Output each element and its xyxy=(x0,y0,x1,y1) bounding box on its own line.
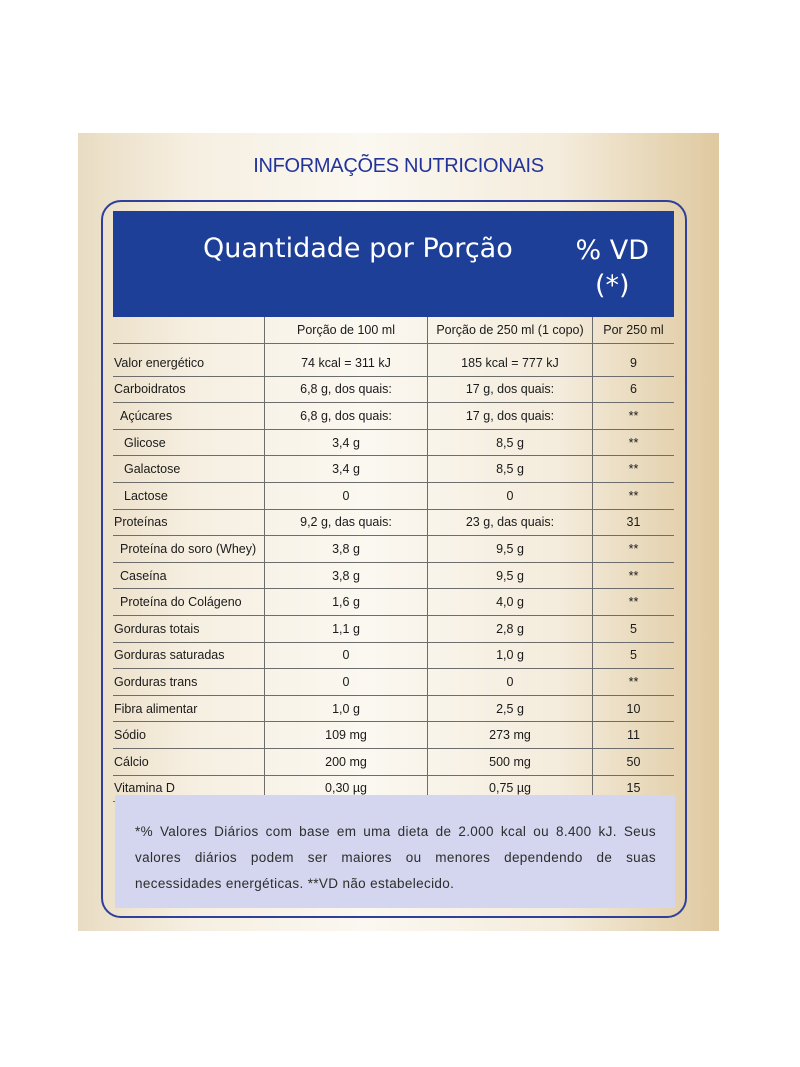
value-250ml: 9,5 g xyxy=(428,536,593,563)
value-100ml: 109 mg xyxy=(265,722,428,749)
panel-title: INFORMAÇÕES NUTRICIONAIS xyxy=(253,155,544,177)
nutrient-label: Gorduras totais xyxy=(114,621,200,636)
value-100ml: 0 xyxy=(265,669,428,696)
nutrient-label: Valor energético xyxy=(114,355,205,370)
value-250ml: 2,8 g xyxy=(428,615,593,642)
column-header-100ml: Porção de 100 ml xyxy=(265,317,428,344)
value-vd: ** xyxy=(593,589,675,616)
value-vd: ** xyxy=(593,403,675,430)
table-row xyxy=(113,562,674,589)
value-250ml: 8,5 g xyxy=(428,429,593,456)
header-vd-line1: % VD xyxy=(575,235,649,266)
nutrient-name xyxy=(113,350,265,376)
value-vd: 5 xyxy=(593,615,675,642)
table-row xyxy=(113,429,674,456)
value-vd: ** xyxy=(593,669,675,696)
footnote: *% Valores Diários com base em uma dieta de 2.000 kcal ou 8.400 kJ. Seus valores diários podem ser maiores ou menores dependendo de suas necessidades energéticas. **VD não estabelecido. xyxy=(115,795,675,908)
nutrient-name xyxy=(113,482,265,509)
nutrient-label: Cálcio xyxy=(114,754,149,769)
nutrient-name xyxy=(113,429,265,456)
nutrient-label: Fibra alimentar xyxy=(114,701,198,716)
value-250ml: 17 g, dos quais: xyxy=(428,403,593,430)
value-100ml: 9,2 g, das quais: xyxy=(265,509,428,536)
nutrient-name xyxy=(113,509,265,536)
table-row xyxy=(113,748,674,775)
nutrient-label: Proteínas xyxy=(114,515,168,530)
value-250ml: 0 xyxy=(428,482,593,509)
value-vd: ** xyxy=(593,482,675,509)
nutrient-label: Proteína do Colágeno xyxy=(120,595,242,610)
nutrient-name xyxy=(113,722,265,749)
nutrient-name xyxy=(113,642,265,669)
value-vd: 6 xyxy=(593,376,675,403)
value-250ml: 17 g, dos quais: xyxy=(428,376,593,403)
value-vd: 5 xyxy=(593,642,675,669)
nutrition-table xyxy=(113,317,674,802)
value-250ml: 0,75 µg xyxy=(428,775,593,802)
header-quantity-label: Quantidade por Porção xyxy=(203,233,513,264)
header-vd-label xyxy=(576,233,650,303)
nutrient-name xyxy=(113,536,265,563)
nutrient-name xyxy=(113,456,265,483)
value-250ml: 500 mg xyxy=(428,748,593,775)
table-row xyxy=(113,403,674,430)
value-vd: 15 xyxy=(593,775,675,802)
table-row xyxy=(113,642,674,669)
nutrient-name xyxy=(113,403,265,430)
value-250ml: 2,5 g xyxy=(428,695,593,722)
column-header-blank xyxy=(113,317,265,344)
value-250ml: 0 xyxy=(428,669,593,696)
nutrient-name xyxy=(113,562,265,589)
nutrient-name xyxy=(113,589,265,616)
nutrient-label: Gorduras trans xyxy=(114,674,198,689)
nutrient-label: Gorduras saturadas xyxy=(114,648,225,663)
nutrient-name xyxy=(113,376,265,403)
value-250ml: 185 kcal = 777 kJ xyxy=(428,350,593,376)
value-250ml: 273 mg xyxy=(428,722,593,749)
nutrient-label: Galactose xyxy=(124,462,181,477)
value-vd: ** xyxy=(593,562,675,589)
value-vd: 50 xyxy=(593,748,675,775)
table-header-band xyxy=(113,211,674,317)
value-100ml: 0 xyxy=(265,642,428,669)
value-vd: 31 xyxy=(593,509,675,536)
table-row xyxy=(113,536,674,563)
value-100ml: 6,8 g, dos quais: xyxy=(265,403,428,430)
nutrient-label: Caseína xyxy=(120,568,167,583)
value-100ml: 0 xyxy=(265,482,428,509)
nutrient-label: Lactose xyxy=(124,488,168,503)
table-row xyxy=(113,695,674,722)
value-vd: 10 xyxy=(593,695,675,722)
table-row xyxy=(113,482,674,509)
nutrient-label: Sódio xyxy=(114,728,146,743)
header-vd-line2: (*) xyxy=(594,270,630,301)
nutrient-label: Açúcares xyxy=(120,408,173,423)
value-250ml: 8,5 g xyxy=(428,456,593,483)
table-row xyxy=(113,350,674,376)
value-100ml: 0,30 µg xyxy=(265,775,428,802)
nutrient-name xyxy=(113,615,265,642)
value-250ml: 4,0 g xyxy=(428,589,593,616)
value-vd: ** xyxy=(593,456,675,483)
value-vd: 9 xyxy=(593,350,675,376)
nutrient-name xyxy=(113,669,265,696)
value-250ml: 9,5 g xyxy=(428,562,593,589)
table-row xyxy=(113,722,674,749)
value-100ml: 200 mg xyxy=(265,748,428,775)
table-row xyxy=(113,456,674,483)
value-250ml: 23 g, das quais: xyxy=(428,509,593,536)
value-100ml: 74 kcal = 311 kJ xyxy=(265,350,428,376)
nutrient-label: Glicose xyxy=(124,435,166,450)
nutrient-label: Carboidratos xyxy=(114,382,186,397)
nutrient-name xyxy=(113,695,265,722)
column-header-250ml: Porção de 250 ml (1 copo) xyxy=(428,317,593,344)
table-row xyxy=(113,589,674,616)
value-vd: 11 xyxy=(593,722,675,749)
nutrient-name xyxy=(113,748,265,775)
column-header-row xyxy=(113,317,674,344)
value-vd: ** xyxy=(593,536,675,563)
column-header-vd: Por 250 ml xyxy=(593,317,675,344)
table-row xyxy=(113,669,674,696)
nutrient-label: Vitamina D xyxy=(114,781,175,796)
nutrient-label: Proteína do soro (Whey) xyxy=(120,541,257,556)
value-100ml: 6,8 g, dos quais: xyxy=(265,376,428,403)
value-vd: ** xyxy=(593,429,675,456)
value-100ml: 3,8 g xyxy=(265,536,428,563)
value-100ml: 3,8 g xyxy=(265,562,428,589)
value-250ml: 1,0 g xyxy=(428,642,593,669)
value-100ml: 1,1 g xyxy=(265,615,428,642)
value-100ml: 1,0 g xyxy=(265,695,428,722)
value-100ml: 1,6 g xyxy=(265,589,428,616)
value-100ml: 3,4 g xyxy=(265,456,428,483)
nutrition-panel xyxy=(78,133,719,931)
table-row xyxy=(113,615,674,642)
value-100ml: 3,4 g xyxy=(265,429,428,456)
table-row xyxy=(113,509,674,536)
table-row xyxy=(113,376,674,403)
